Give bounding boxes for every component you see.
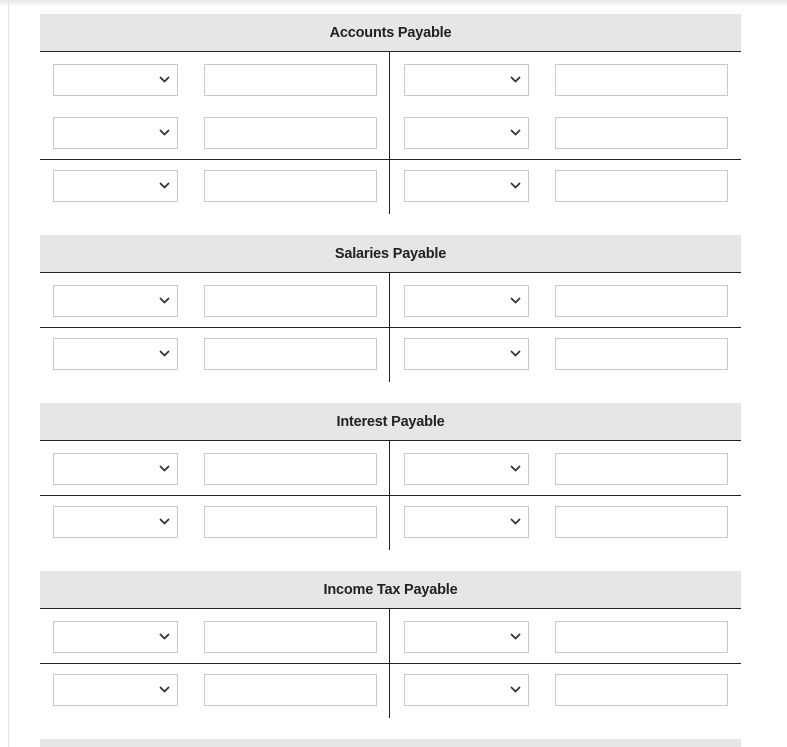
- credit-account-select[interactable]: [404, 170, 529, 202]
- credit-account-select[interactable]: [404, 506, 529, 538]
- debit-amount-input[interactable]: [204, 506, 377, 538]
- debit-account-select[interactable]: [53, 453, 178, 485]
- t-account-entry-row: [40, 453, 741, 487]
- chevron-down-icon: [159, 631, 170, 642]
- chevron-down-icon: [510, 516, 521, 527]
- debit-amount-input[interactable]: [204, 285, 377, 317]
- credit-amount-input[interactable]: [555, 170, 728, 202]
- t-account-body: [40, 609, 741, 718]
- t-account-entry-row: [40, 621, 741, 655]
- credit-amount-input[interactable]: [555, 338, 728, 370]
- t-account-title: Income Tax Payable: [40, 571, 741, 609]
- credit-account-select[interactable]: [404, 674, 529, 706]
- chevron-down-icon: [159, 127, 170, 138]
- chevron-down-icon: [159, 684, 170, 695]
- t-account-entry-row: [40, 64, 741, 98]
- credit-account-select[interactable]: [404, 453, 529, 485]
- total-divider-line: [40, 495, 741, 496]
- debit-amount-input[interactable]: [204, 674, 377, 706]
- credit-amount-input[interactable]: [555, 453, 728, 485]
- debit-amount-input[interactable]: [204, 453, 377, 485]
- debit-amount-input[interactable]: [204, 170, 377, 202]
- chevron-down-icon: [510, 631, 521, 642]
- debit-amount-input[interactable]: [204, 338, 377, 370]
- chevron-down-icon: [159, 74, 170, 85]
- credit-account-select[interactable]: [404, 64, 529, 96]
- chevron-down-icon: [510, 684, 521, 695]
- t-account-entry-row: [40, 170, 741, 204]
- chevron-down-icon: [510, 180, 521, 191]
- debit-account-select[interactable]: [53, 506, 178, 538]
- debit-amount-input[interactable]: [204, 117, 377, 149]
- debit-account-select[interactable]: [53, 621, 178, 653]
- chevron-down-icon: [159, 463, 170, 474]
- credit-amount-input[interactable]: [555, 506, 728, 538]
- total-divider-line: [40, 327, 741, 328]
- t-account-entry-row: [40, 285, 741, 319]
- t-account-entry-row: [40, 338, 741, 372]
- t-account-title: Salaries Payable: [40, 235, 741, 273]
- total-divider-line: [40, 159, 741, 160]
- t-account-entry-row: [40, 506, 741, 540]
- t-account-entry-row: [40, 674, 741, 708]
- credit-amount-input[interactable]: [555, 285, 728, 317]
- credit-account-select[interactable]: [404, 621, 529, 653]
- credit-amount-input[interactable]: [555, 117, 728, 149]
- chevron-down-icon: [159, 180, 170, 191]
- chevron-down-icon: [159, 348, 170, 359]
- debit-account-select[interactable]: [53, 674, 178, 706]
- credit-account-select[interactable]: [404, 117, 529, 149]
- credit-amount-input[interactable]: [555, 621, 728, 653]
- chevron-down-icon: [159, 295, 170, 306]
- debit-amount-input[interactable]: [204, 621, 377, 653]
- t-account-body: [40, 52, 741, 214]
- chevron-down-icon: [510, 295, 521, 306]
- credit-account-select[interactable]: [404, 285, 529, 317]
- credit-amount-input[interactable]: [555, 64, 728, 96]
- t-account-body: [40, 441, 741, 550]
- chevron-down-icon: [510, 74, 521, 85]
- debit-amount-input[interactable]: [204, 64, 377, 96]
- t-account-body: [40, 273, 741, 382]
- chevron-down-icon: [510, 348, 521, 359]
- next-account-header-partial: [40, 739, 741, 747]
- chevron-down-icon: [159, 516, 170, 527]
- t-account-entry-row: [40, 117, 741, 151]
- debit-account-select[interactable]: [53, 285, 178, 317]
- debit-account-select[interactable]: [53, 170, 178, 202]
- chevron-down-icon: [510, 127, 521, 138]
- credit-account-select[interactable]: [404, 338, 529, 370]
- debit-account-select[interactable]: [53, 64, 178, 96]
- debit-account-select[interactable]: [53, 117, 178, 149]
- t-account-title: Interest Payable: [40, 403, 741, 441]
- t-account-title: Accounts Payable: [40, 14, 741, 52]
- debit-account-select[interactable]: [53, 338, 178, 370]
- chevron-down-icon: [510, 463, 521, 474]
- total-divider-line: [40, 663, 741, 664]
- credit-amount-input[interactable]: [555, 674, 728, 706]
